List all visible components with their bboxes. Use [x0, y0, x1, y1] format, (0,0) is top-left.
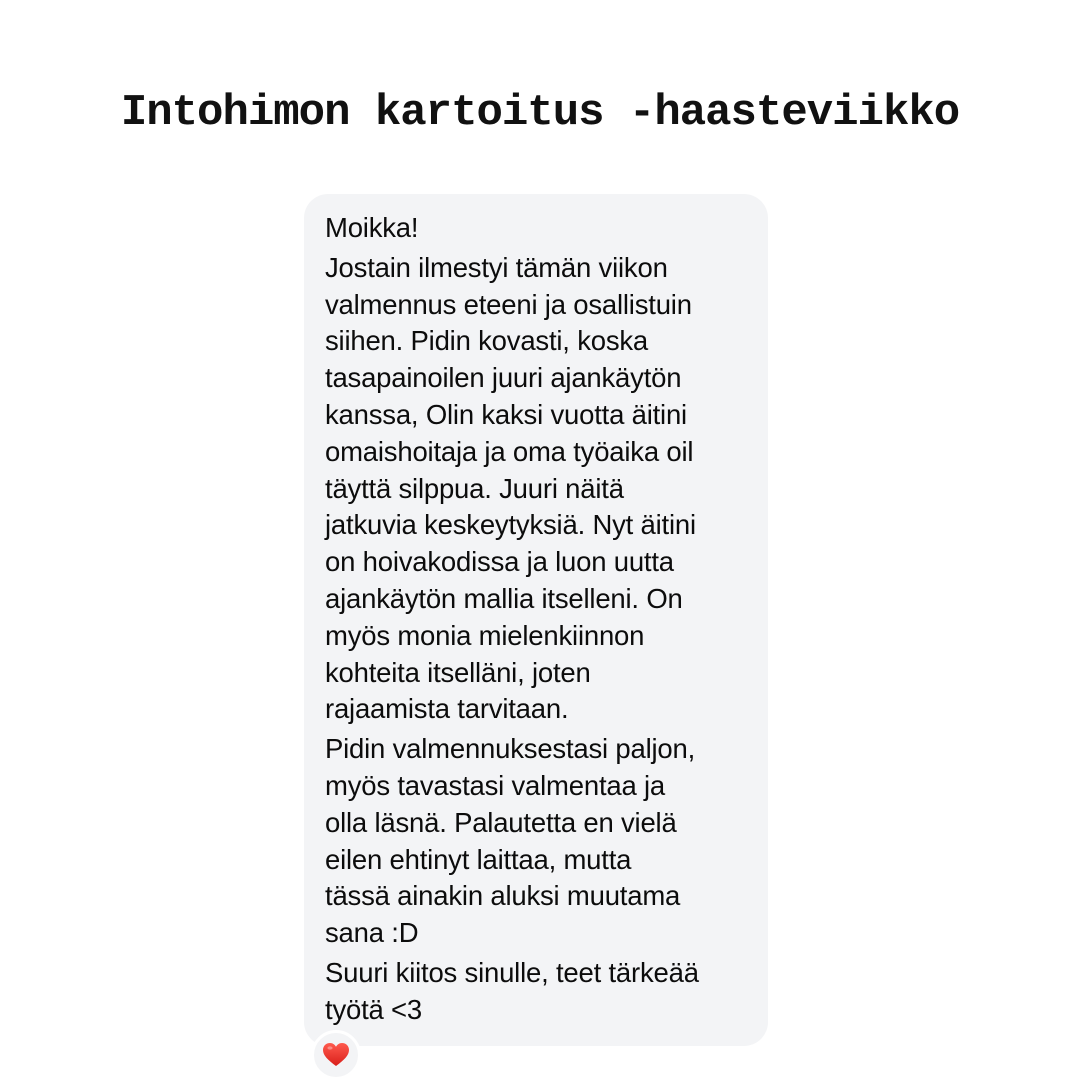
message-paragraph-feedback	[325, 731, 748, 952]
message-line: Pidin valmennuksestasi paljon,	[325, 733, 696, 765]
message-line: Moikka!	[325, 212, 419, 243]
message-line: on hoivakodissa ja luon uutta	[325, 546, 674, 578]
message-line: kanssa, Olin kaksi vuotta äitini	[325, 398, 687, 430]
message-line: työtä <3	[325, 993, 423, 1025]
heart-reaction-badge[interactable]	[311, 1030, 361, 1080]
page-title: Intohimon kartoitus -haasteviikko	[120, 88, 960, 138]
message-line: Suuri kiitos sinulle, teet tärkeää	[325, 956, 699, 988]
message-line: siihen. Pidin kovasti, koska	[325, 325, 649, 357]
message-bubble[interactable]	[304, 194, 768, 1046]
message-paragraph-greeting	[325, 210, 748, 247]
message-line: ajankäytön mallia itselleni. On	[325, 582, 683, 614]
message-line: jatkuvia keskeytyksiä. Nyt äitini	[325, 509, 696, 541]
message-paragraph-story	[325, 250, 748, 728]
message-line: rajaamista tarvitaan.	[325, 693, 569, 725]
message-line: Jostain ilmestyi tämän viikon	[325, 251, 668, 283]
message-line: sana :D	[325, 917, 419, 949]
message-line: myös monia mielenkiinnon	[325, 619, 645, 651]
message-line: omaishoitaja ja oma työaika oil	[325, 435, 694, 467]
red-heart-icon	[323, 1043, 349, 1067]
message-line: olla läsnä. Palautetta en vielä	[325, 806, 677, 838]
message-line: eilen ehtinyt laittaa, mutta	[325, 843, 632, 875]
message-line: tasapainoilen juuri ajankäytön	[325, 362, 682, 394]
message-paragraph-thanks	[325, 955, 748, 1029]
message-line: valmennus eteeni ja osallistuin	[325, 288, 692, 320]
message-line: tässä ainakin aluksi muutama	[325, 880, 681, 912]
message-line: täyttä silppua. Juuri näitä	[325, 472, 624, 504]
message-line: kohteita itselläni, joten	[325, 656, 591, 688]
message-line: myös tavastasi valmentaa ja	[325, 769, 666, 801]
